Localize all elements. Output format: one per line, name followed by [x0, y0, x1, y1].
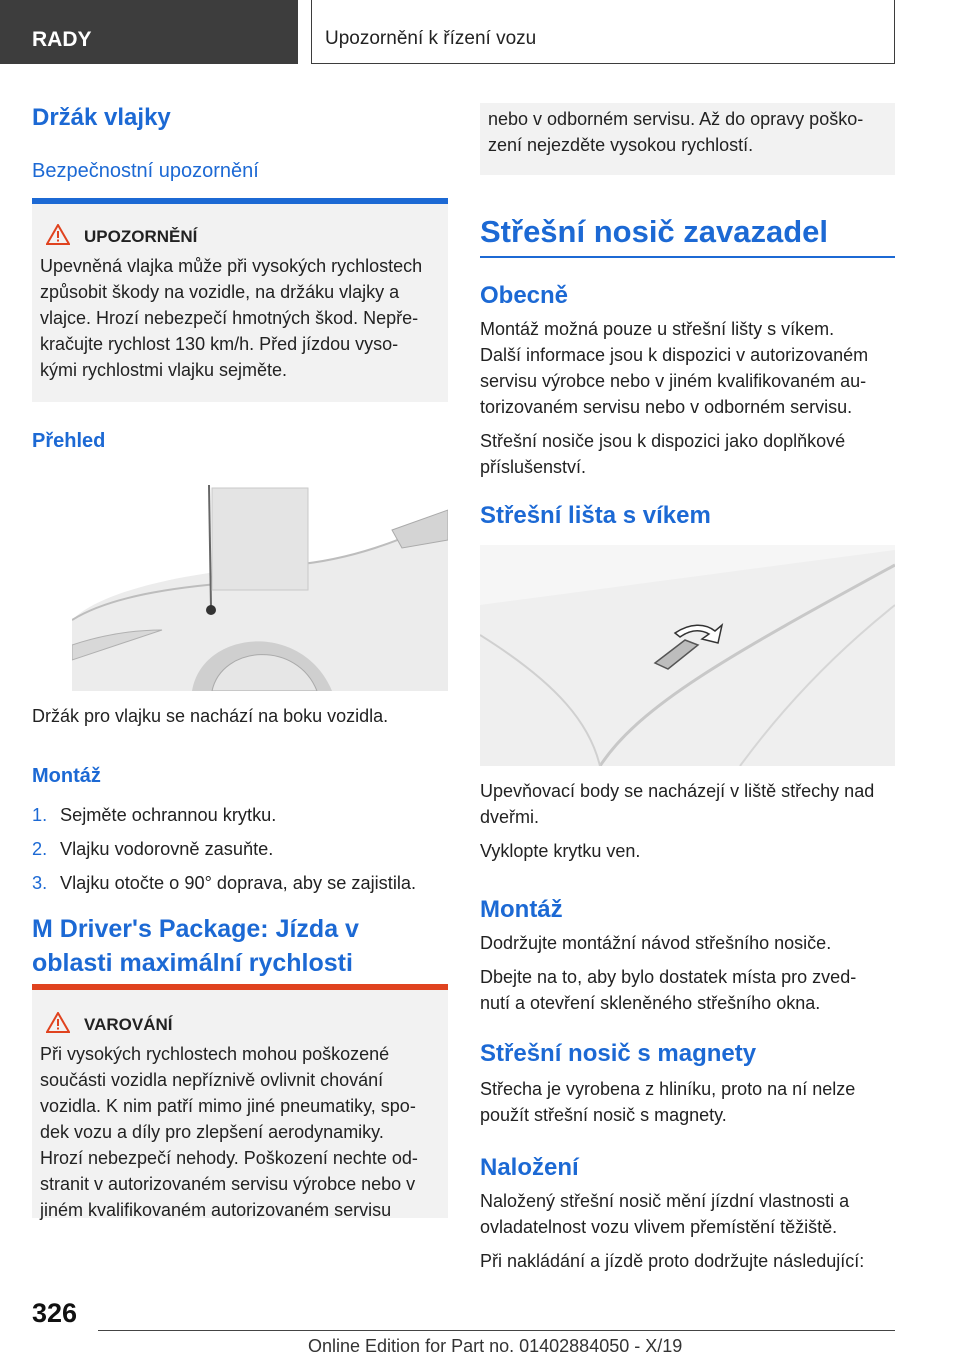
- caution-box: [32, 204, 448, 402]
- step-item: [32, 866, 452, 900]
- warning-line: jiném kvalifikovaném autorizovaném servisu: [40, 1200, 392, 1220]
- roof-rail-caption: [480, 778, 874, 864]
- mount2-text: [480, 930, 856, 1016]
- section-label: RADY: [32, 28, 92, 51]
- caution-line: vlajce. Hrozí nebezpečí hmotných škod. Nepře-: [40, 308, 419, 328]
- overview-caption: Držák pro vlajku se nachází na boku vozidla.: [32, 706, 389, 726]
- step-number: 2.: [32, 839, 48, 859]
- step-number: 1.: [32, 805, 48, 825]
- caution-line: Upevněná vlajka může při vysokých rychlostech: [40, 256, 423, 276]
- step-text: Vlajku vodorovně zasuňte.: [60, 839, 274, 859]
- mount2-title: Montáž: [480, 896, 563, 923]
- warning-line: Hrozí nebezpečí nehody. Poškození nechte od-: [40, 1148, 418, 1168]
- warning-box-continued: [480, 103, 895, 175]
- roof-rail-caption-line: Vyklopte krytku ven.: [480, 841, 641, 861]
- section-tab: [0, 0, 298, 64]
- caution-text: [40, 253, 438, 383]
- step-item: [32, 798, 452, 832]
- general-line: Montáž možná pouze u střešní lišty s víkem.: [480, 319, 835, 339]
- edition-note: Online Edition for Part no. 01402884050 - X/19: [308, 1336, 683, 1356]
- caution-header: [40, 224, 438, 247]
- roof-rack-title-rule: [480, 256, 895, 258]
- step-item: [32, 832, 452, 866]
- roof-rail-caption-line: dveřmi.: [480, 807, 540, 827]
- mount2-line: Dbejte na to, aby bylo dostatek místa pro zved-: [480, 967, 857, 987]
- warning-continued-text: [488, 106, 885, 158]
- warning-triangle-icon: [46, 224, 70, 245]
- warning-line: dek vozu a díly pro zlepšení aerodynamiky.: [40, 1122, 384, 1142]
- warning-title: VAROVÁNÍ: [84, 1015, 173, 1034]
- mount-steps: [32, 798, 452, 900]
- mount2-line: nutí a otevření skleněného střešního okna.: [480, 993, 821, 1013]
- magnet-text: [480, 1076, 855, 1128]
- caution-title: UPOZORNĚNÍ: [84, 227, 198, 246]
- warning-header: [40, 1012, 438, 1035]
- m-drivers-title: [32, 912, 359, 980]
- flag-holder-title: Držák vlajky: [32, 104, 171, 131]
- footer-rule: [98, 1330, 895, 1331]
- safety-subtitle: Bezpečnostní upozornění: [32, 160, 259, 182]
- roof-rack-title: Střešní nosič zavazadel: [480, 214, 829, 249]
- magnet-line: použít střešní nosič s magnety.: [480, 1105, 727, 1125]
- warning-line: nebo v odborném servisu. Až do opravy poško-: [488, 109, 864, 129]
- mount2-line: Dodržujte montážní návod střešního nosiče.: [480, 933, 832, 953]
- magnet-title: Střešní nosič s magnety: [480, 1040, 757, 1067]
- warning-box: [32, 990, 448, 1218]
- roof-rail-caption-line: Upevňovací body se nacházejí v liště střechy nad: [480, 781, 875, 801]
- load-text: [480, 1188, 864, 1274]
- warning-text: [40, 1041, 438, 1223]
- step-text: Sejměte ochrannou krytku.: [60, 805, 277, 825]
- general-line: Střešní nosiče jsou k dispozici jako doplňkové: [480, 431, 846, 451]
- m-drivers-title-line: M Driver's Package: Jízda v: [32, 915, 359, 943]
- warning-line: stranit v autorizovaném servisu výrobce nebo v: [40, 1174, 416, 1194]
- warning-line: Při vysokých rychlostech mohou poškozené: [40, 1044, 390, 1064]
- warning-line: vozidla. K nim patří mimo jiné pneumatiky, spo-: [40, 1096, 416, 1116]
- general-line: Další informace jsou k dispozici v autorizovaném: [480, 345, 869, 365]
- warning-triangle-icon: [46, 1012, 70, 1033]
- mount-title: Montáž: [32, 765, 101, 787]
- general-text: [480, 316, 900, 480]
- load-line: Při nakládání a jízdě proto dodržujte následující:: [480, 1251, 865, 1271]
- overview-title: Přehled: [32, 430, 106, 452]
- roof-rail-title: Střešní lišta s víkem: [480, 502, 711, 529]
- general-line: torizovaném servisu nebo v odborném servisu.: [480, 397, 853, 417]
- caution-line: způsobit škody na vozidle, na držáku vlajky a: [40, 282, 400, 302]
- page-number: 326: [32, 1298, 78, 1328]
- step-text: Vlajku otočte o 90° doprava, aby se zajistila.: [60, 873, 417, 893]
- general-title: Obecně: [480, 282, 569, 309]
- warning-line: součásti vozidla nepříznivě ovlivnit chování: [40, 1070, 384, 1090]
- roof-rail-illustration: [480, 545, 895, 766]
- load-line: Naložený střešní nosič mění jízdní vlastnosti a: [480, 1191, 850, 1211]
- load-title: Naložení: [480, 1154, 579, 1181]
- step-number: 3.: [32, 873, 48, 893]
- general-line: servisu výrobce nebo v jiném kvalifikovaném au-: [480, 371, 867, 391]
- caution-line: kými rychlostmi vlajku sejměte.: [40, 360, 288, 380]
- load-line: ovladatelnost vozu vlivem přemístění těžiště.: [480, 1217, 838, 1237]
- caution-line: kračujte rychlost 130 km/h. Před jízdou vyso-: [40, 334, 399, 354]
- magnet-line: Střecha je vyrobena z hliníku, proto na ní nelze: [480, 1079, 856, 1099]
- general-line: příslušenství.: [480, 457, 587, 477]
- m-drivers-title-line: oblasti maximální rychlosti: [32, 949, 353, 977]
- flag-holder-illustration: [72, 470, 448, 691]
- chapter-label: Upozornění k řízení vozu: [325, 28, 537, 49]
- chapter-tab: [311, 0, 895, 64]
- warning-line: zení nejezděte vysokou rychlostí.: [488, 135, 754, 155]
